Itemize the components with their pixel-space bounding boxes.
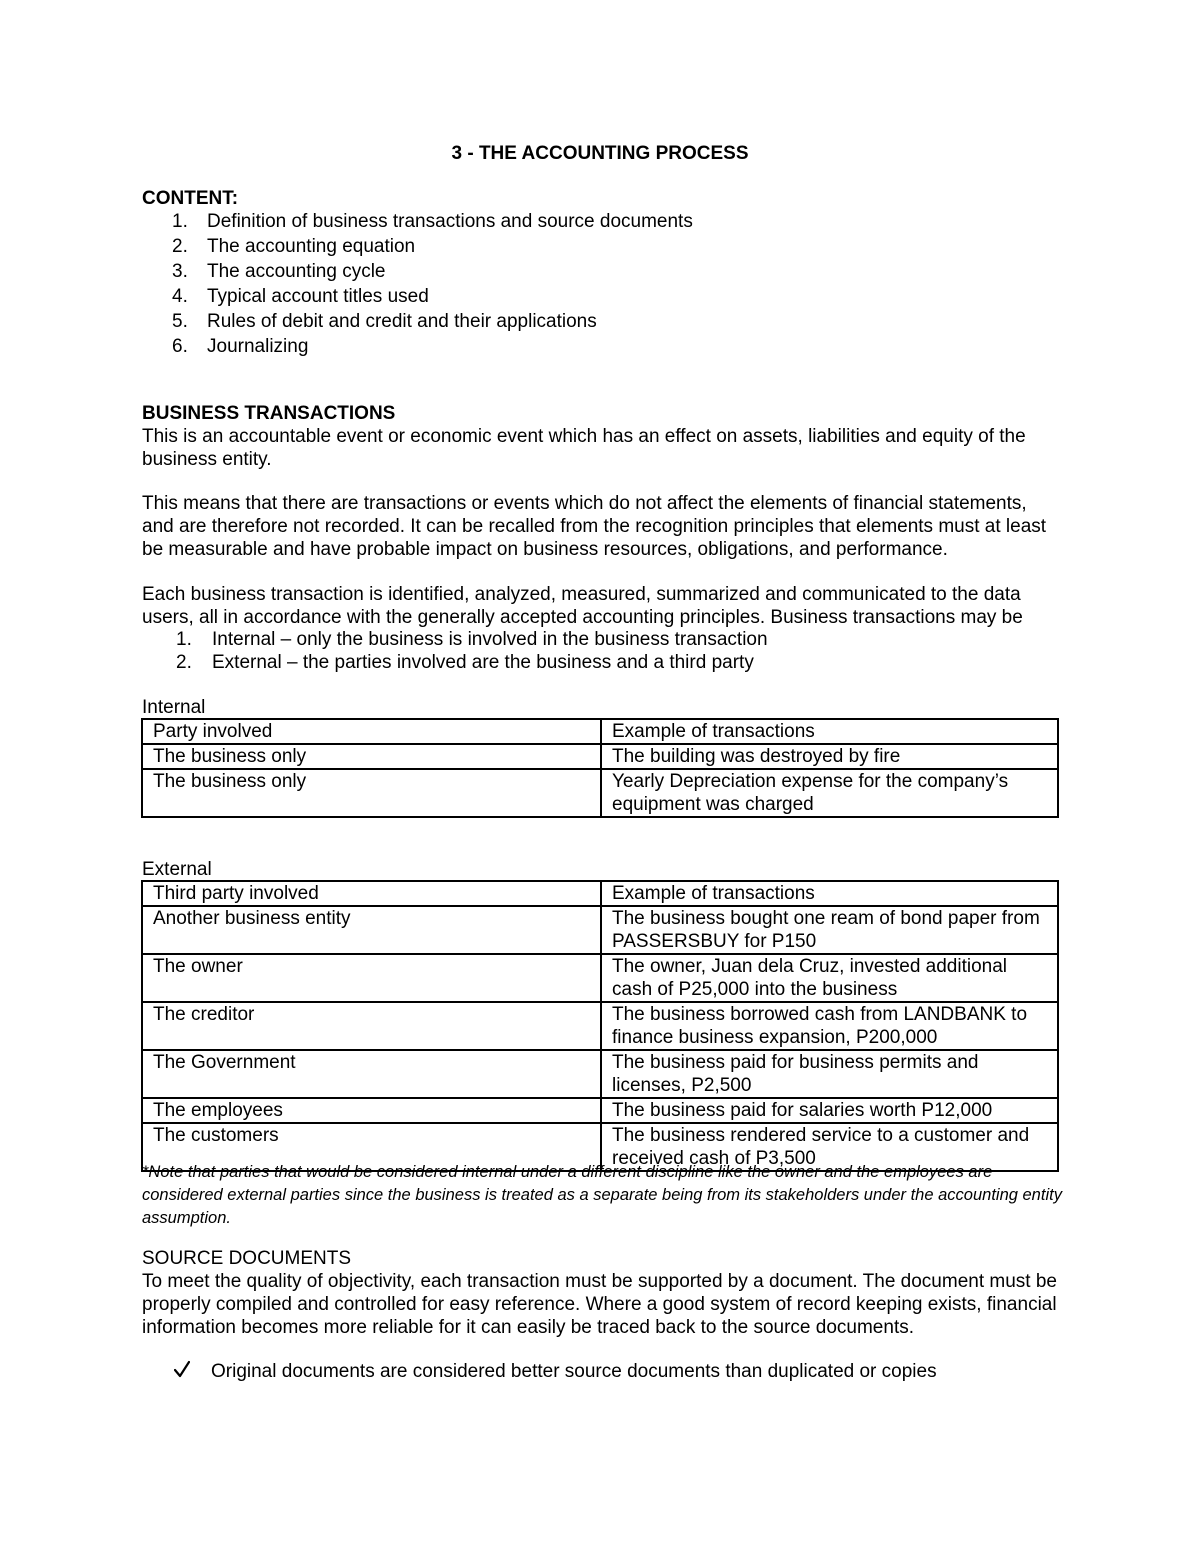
table-cell: The building was destroyed by fire (601, 744, 1058, 769)
table-row (142, 906, 1058, 954)
table-header-cell: Example of transactions (601, 719, 1058, 744)
table-header-row (142, 881, 1058, 906)
table-cell: The Government (142, 1050, 601, 1098)
source-documents-bullet: Original documents are considered better source documents than duplicated or copies (211, 1361, 937, 1382)
table-cell: The business bought one ream of bond paper from PASSERSBUY for P150 (601, 906, 1058, 954)
business-transactions-paragraph-3: Each business transaction is identified, analyzed, measured, summarized and communicated to the data users, all in accordance with the generally accepted accounting principles. Business transactions may be (142, 584, 1023, 628)
table-cell: The customers (142, 1123, 601, 1171)
content-heading: CONTENT: (142, 188, 239, 209)
table-header-cell: Example of transactions (601, 881, 1058, 906)
table-row (142, 744, 1058, 769)
internal-transactions-table (141, 718, 1059, 818)
source-documents-heading: SOURCE DOCUMENTS (142, 1248, 352, 1269)
table-cell: The business only (142, 769, 601, 817)
document-page: 3 - THE ACCOUNTING PROCESS CONTENT: 1. Definition of business transactions and source documents 2. The accounting equation 3. The accounting cycle 4. Typical account titles used 5. Rules of debit and credit and their applications 6. Journalizing BUSINESS TRANSACTIONS This is an accountable event or economic event which has an effect on assets, liabilities and equity of the business entity. This means that there are transactions or events which do not affect the elements of financial statements, and are therefore not recorded. It can be recalled from the recognition principles that elements must at least be measurable and have probable impact on business resources, obligations, and performance. Each business transaction is identified, analyzed, measured, summarized and communicated to the data users, all in accordance with the generally accepted accounting principles. Business transactions may be 1. Internal – only the business is involved in the business transaction 2. External – the parties involved are the business and a third party Internal Party involved Example of transactions The business only The building was destroyed by fire The business only Yearly Depreciation expense for the company’s equipment was charged External Third party involved Example of transactions Another business entity The business bought one ream of bond paper from PASSERSBUY for P150 The owner The owner, Juan dela Cruz, invested additional cash of P25,000 into the business The creditor The business borrowed cash from LANDBANK to finance business expansion, P200,000 The Government The business paid for business permits and licenses, P2,500 The employees The business paid for salaries worth P12,000 The customers The business rendered service to a customer and received cash of P3,500 *Note that parties that would be considered internal under a different discipline like the owner and the employees are considered external parties since the business is treated as a separate being from its stakeholders under the accounting entity assumption. SOURCE DOCUMENTS To meet the quality of objectivity, each transaction must be supported by a document. The document must be properly compiled and controlled for easy reference. Where a good system of record keeping exists, financial information becomes more reliable for it can easily be traced back to the source documents. Original documents are considered better source documents than duplicated or copies (0, 0, 1200, 1553)
page-title: 3 - THE ACCOUNTING PROCESS (451, 143, 749, 164)
business-transactions-definition: This is an accountable event or economic event which has an effect on assets, liabilities and equity of the business entity. (142, 426, 1026, 470)
table-cell: The owner, Juan dela Cruz, invested additional cash of P25,000 into the business (601, 954, 1058, 1002)
table-row (142, 1050, 1058, 1098)
business-transactions-heading: BUSINESS TRANSACTIONS (142, 403, 396, 424)
table-cell: The business paid for salaries worth P12,000 (601, 1098, 1058, 1123)
business-transactions-paragraph-2: This means that there are transactions or events which do not affect the elements of financial statements, and are therefore not recorded. It can be recalled from the recognition principles that elements must at least be measurable and have probable impact on business resources, obligations, and performance. (142, 493, 1047, 560)
table-cell: The business paid for business permits and licenses, P2,500 (601, 1050, 1058, 1098)
table-cell: The business borrowed cash from LANDBANK to finance business expansion, P200,000 (601, 1002, 1058, 1050)
table-cell: The business only (142, 744, 601, 769)
external-table-label: External (142, 859, 212, 880)
table-cell: The employees (142, 1098, 601, 1123)
table-row (142, 1002, 1058, 1050)
internal-table-label: Internal (142, 697, 206, 718)
source-documents-paragraph: To meet the quality of objectivity, each transaction must be supported by a document. The document must be properly compiled and controlled for easy reference. Where a good system of record keeping exists, financial information becomes more reliable for it can easily be traced back to the source documents. (142, 1271, 1057, 1338)
table-cell: The creditor (142, 1002, 601, 1050)
table-cell: The owner (142, 954, 601, 1002)
table-header-row (142, 719, 1058, 744)
table-cell: Yearly Depreciation expense for the company’s equipment was charged (601, 769, 1058, 817)
table-cell: The business rendered service to a customer and received cash of P3,500 (601, 1123, 1058, 1171)
table-row (142, 769, 1058, 817)
table-row (142, 954, 1058, 1002)
external-transactions-table (141, 880, 1059, 1172)
table-cell: Another business entity (142, 906, 601, 954)
table-header-cell: Third party involved (142, 881, 601, 906)
checkmark-icon (174, 1359, 190, 1379)
table-header-cell: Party involved (142, 719, 601, 744)
accounting-entity-note: *Note that parties that would be considered internal under a different discipline like the owner and the employees are considered external parties since the business is treated as a separate being from its stakeholders under the accounting entity assumption. (142, 1163, 1062, 1227)
table-row (142, 1098, 1058, 1123)
